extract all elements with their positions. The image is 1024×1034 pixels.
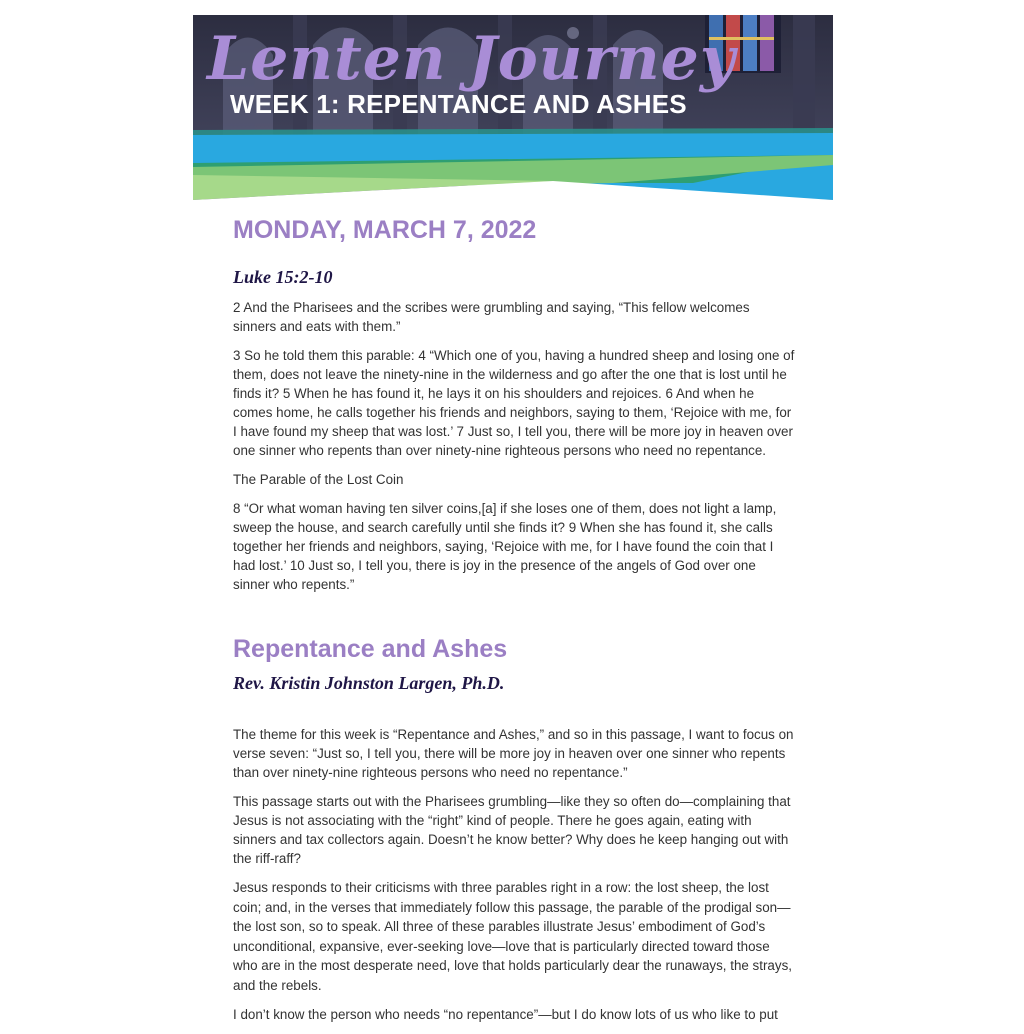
devotion-paragraph: The theme for this week is “Repentance and Ashes,” and so in this passage, I want to focus on verse seven: “Just so, I tell you, there will be more joy in heaven over one sinner who repents than over ninety-nine righteous persons who need no repentance.” (233, 727, 794, 780)
banner-subtitle: WEEK 1: REPENTANCE AND ASHES (230, 89, 687, 119)
scripture-subheading: The Parable of the Lost Coin (233, 472, 404, 487)
scripture-reference: Luke 15:2-10 (233, 267, 333, 287)
devotion-paragraph: Jesus responds to their criticisms with three parables right in a row: the lost sheep, the lost coin; and, in the verses that immediately follow this passage, the parable of the prodigal son—the lost son, so to speak. All three of these parables illustrate Jesus’ embodiment of God’s unconditional, expansive, ever-seeking love—love that is particularly directed toward those who are in the most desperate need, love that holds particularly dear the runaways, the strays, and the rebels. (233, 880, 792, 993)
devotion-title: Repentance and Ashes (233, 635, 508, 663)
header-banner (193, 15, 833, 200)
scripture-paragraph: 8 “Or what woman having ten silver coins,[a] if she loses one of them, does not light a lamp, sweep the house, and search carefully until she finds it? 9 When she has found it, she calls together her friends and neighbors, saying, ‘Rejoice with me, for I have found the coin that I had lost.’ 10 Just so, I tell you, there is joy in the presence of the angels of God over one sinner who repents.” (233, 501, 777, 592)
scripture-paragraph: 2 And the Pharisees and the scribes were grumbling and saying, “This fellow welcomes sinners and eats with them.” (233, 300, 750, 334)
devotion-paragraph: I don’t know the person who needs “no repentance”—but I do know lots of us who like to put (233, 1007, 778, 1022)
article-body (233, 200, 795, 1034)
devotion-paragraph: This passage starts out with the Pharisees grumbling—like they so often do—complaining that Jesus is not associating with the “right” kind of people. There he goes again, eating with sinners and tax collectors again. Doesn’t he know better? Why does he keep hanging out with the riff-raff? (233, 794, 791, 866)
scripture-paragraph: 3 So he told them this parable: 4 “Which one of you, having a hundred sheep and losing one of them, does not leave the ninety-nine in the wilderness and go after the one that is lost until he finds it? 5 When he has found it, he lays it on his shoulders and rejoices. 6 And when he comes home, he calls together his friends and neighbors, saying to them, ‘Rejoice with me, for I have found my sheep that was lost.’ 7 Just so, I tell you, there will be more joy in heaven over one sinner who repents than over ninety-nine righteous persons who need no repentance. (233, 348, 795, 458)
date-heading: MONDAY, MARCH 7, 2022 (233, 216, 537, 244)
banner-script-title: Lenten Journey (207, 24, 736, 94)
devotion-author: Rev. Kristin Johnston Largen, Ph.D. (233, 673, 505, 693)
